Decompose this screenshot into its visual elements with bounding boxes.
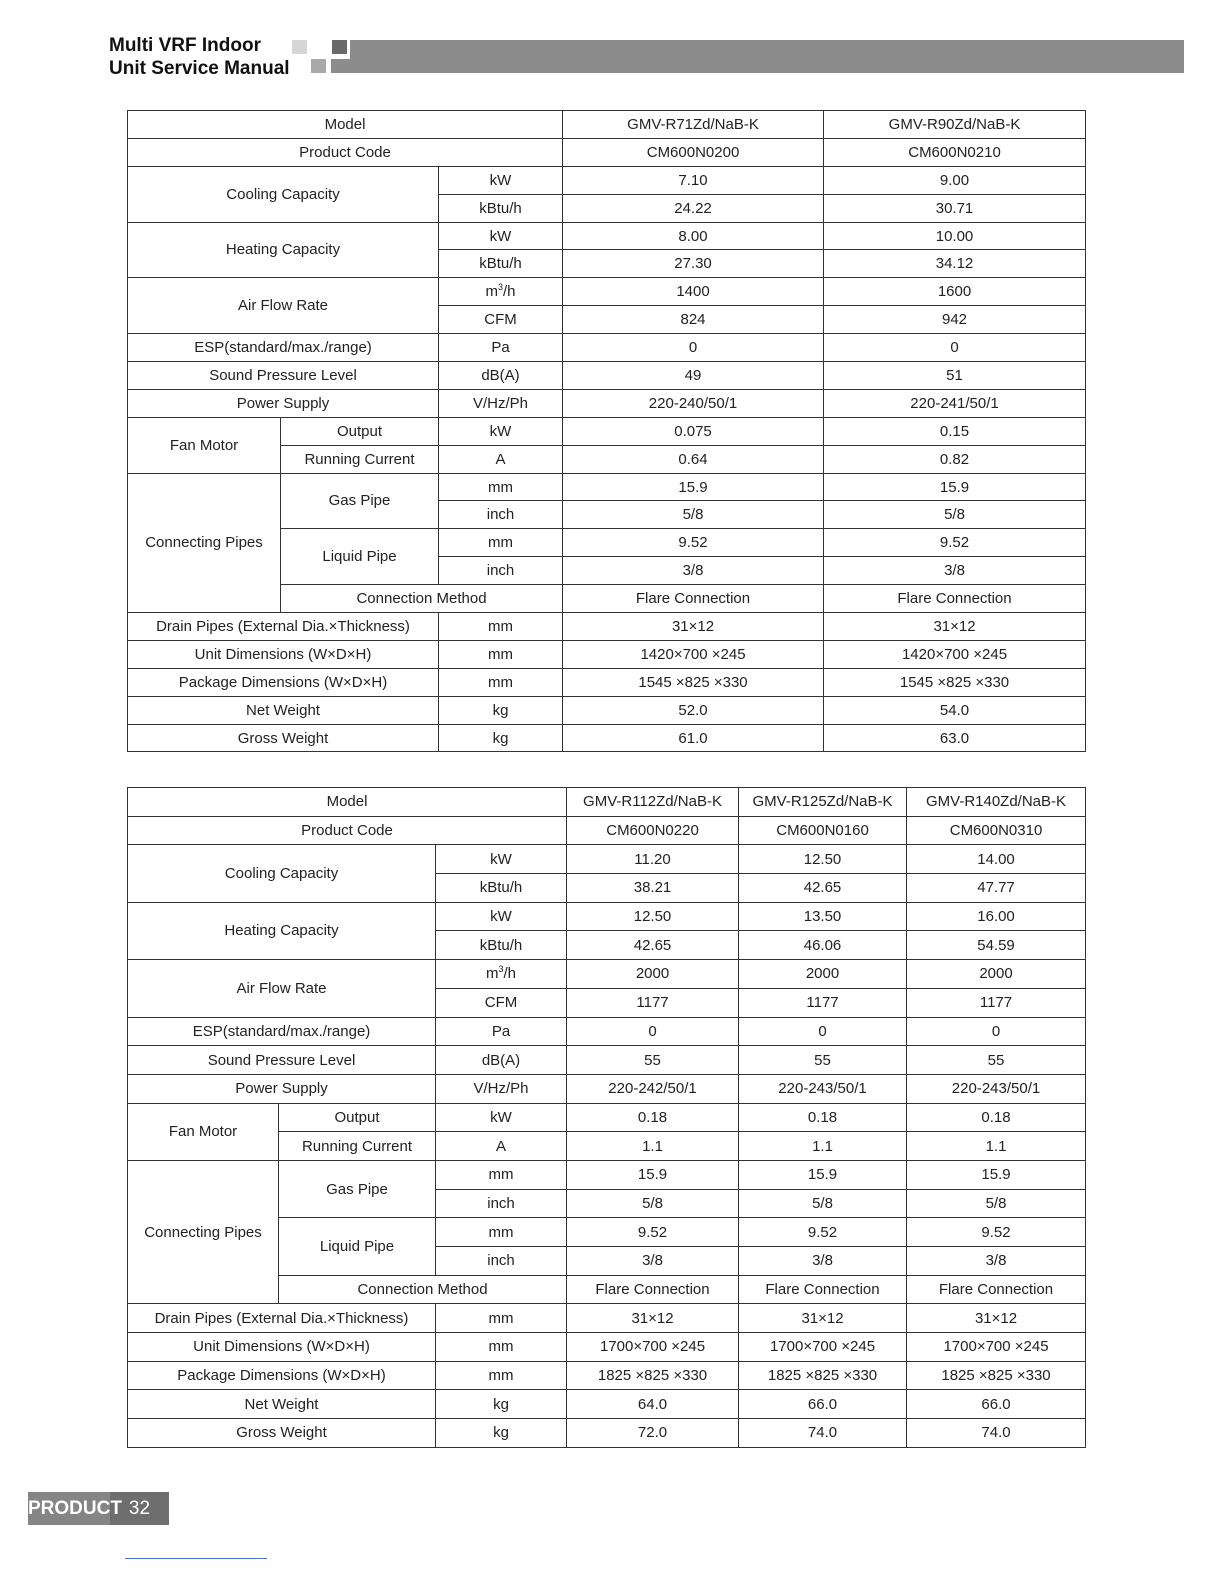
- value-cell: 2000: [567, 960, 739, 989]
- unit-cell: kW: [439, 417, 563, 445]
- section-label: PRODUCT: [28, 1492, 110, 1525]
- value-cell: 824: [563, 306, 824, 334]
- value-cell: 1700×700 ×245: [907, 1333, 1086, 1362]
- value-cell: 0.82: [824, 445, 1086, 473]
- label-connection-method: Connection Method: [281, 585, 563, 613]
- value-cell: 0: [907, 1017, 1086, 1046]
- table-row: [128, 1333, 1086, 1362]
- label-unit-dimensions: Unit Dimensions (W×D×H): [128, 640, 439, 668]
- label-cooling-capacity: Cooling Capacity: [128, 166, 439, 222]
- label-power-supply: Power Supply: [128, 1074, 436, 1103]
- value-cell: 0.18: [907, 1103, 1086, 1132]
- value-cell: CM600N0310: [907, 816, 1086, 845]
- table-row: [128, 613, 1086, 641]
- label-cooling-capacity: Cooling Capacity: [128, 845, 436, 902]
- header-square-dark: [332, 40, 347, 54]
- label-model: Model: [128, 788, 567, 817]
- value-cell: 1177: [739, 988, 907, 1017]
- value-cell: 7.10: [563, 166, 824, 194]
- document-title: [109, 34, 290, 80]
- unit-cell: dB(A): [436, 1046, 567, 1075]
- unit-cell: mm: [436, 1361, 567, 1390]
- value-cell: 9.52: [739, 1218, 907, 1247]
- table-row: [128, 816, 1086, 845]
- unit-cell: A: [439, 445, 563, 473]
- value-cell: CM600N0210: [824, 138, 1086, 166]
- value-cell: 13.50: [739, 902, 907, 931]
- value-cell: 9.52: [907, 1218, 1086, 1247]
- unit-cell: dB(A): [439, 362, 563, 390]
- value-cell: 1700×700 ×245: [739, 1333, 907, 1362]
- table-row: [128, 1103, 1086, 1132]
- unit-cell: A: [436, 1132, 567, 1161]
- table-row: [128, 1017, 1086, 1046]
- value-cell: 74.0: [907, 1419, 1086, 1448]
- unit-cell: kBtu/h: [436, 874, 567, 903]
- label-power-supply: Power Supply: [128, 389, 439, 417]
- value-cell: 220-240/50/1: [563, 389, 824, 417]
- label-liquid-pipe: Liquid Pipe: [281, 529, 439, 585]
- value-cell: CM600N0160: [739, 816, 907, 845]
- label-product-code: Product Code: [128, 138, 563, 166]
- footer-divider: [125, 1558, 267, 1559]
- unit-cell: mm: [439, 613, 563, 641]
- unit-cell: kW: [436, 1103, 567, 1132]
- value-cell: 1177: [567, 988, 739, 1017]
- value-cell: 31×12: [563, 613, 824, 641]
- value-cell: 15.9: [907, 1160, 1086, 1189]
- unit-cell: mm: [439, 668, 563, 696]
- unit-cell: CFM: [436, 988, 567, 1017]
- label-esp: ESP(standard/max./range): [128, 1017, 436, 1046]
- value-cell: 31×12: [567, 1304, 739, 1333]
- table-row: [128, 473, 1086, 501]
- value-cell: 0.64: [563, 445, 824, 473]
- value-cell: 2000: [907, 960, 1086, 989]
- unit-cell: kBtu/h: [436, 931, 567, 960]
- table-row: [128, 724, 1086, 752]
- unit-cell: kW: [436, 845, 567, 874]
- value-cell: 1177: [907, 988, 1086, 1017]
- value-cell: 1545 ×825 ×330: [824, 668, 1086, 696]
- value-cell: 66.0: [739, 1390, 907, 1419]
- value-cell: 220-243/50/1: [739, 1074, 907, 1103]
- value-cell: 0.18: [739, 1103, 907, 1132]
- table-row: [128, 960, 1086, 989]
- table-row: [128, 1361, 1086, 1390]
- table-row: [128, 417, 1086, 445]
- label-unit-dimensions: Unit Dimensions (W×D×H): [128, 1333, 436, 1362]
- value-cell: 63.0: [824, 724, 1086, 752]
- value-cell: Flare Connection: [907, 1275, 1086, 1304]
- unit-m: m: [485, 965, 499, 983]
- unit-cell: mm: [439, 473, 563, 501]
- value-cell: 220-242/50/1: [567, 1074, 739, 1103]
- table-row: [128, 389, 1086, 417]
- value-cell: 2000: [739, 960, 907, 989]
- label-connecting-pipes: Connecting Pipes: [128, 1160, 279, 1303]
- value-cell: 942: [824, 306, 1086, 334]
- value-cell: 1.1: [567, 1132, 739, 1161]
- value-cell: CM600N0200: [563, 138, 824, 166]
- value-cell: 3/8: [563, 557, 824, 585]
- table-row: [128, 696, 1086, 724]
- value-cell: 47.77: [907, 874, 1086, 903]
- value-cell: 1825 ×825 ×330: [567, 1361, 739, 1390]
- value-cell: 9.52: [824, 529, 1086, 557]
- value-cell: 14.00: [907, 845, 1086, 874]
- table-row: [128, 668, 1086, 696]
- unit-cell: kBtu/h: [439, 194, 563, 222]
- label-output: Output: [281, 417, 439, 445]
- value-cell: 0: [563, 334, 824, 362]
- value-cell: 74.0: [739, 1419, 907, 1448]
- label-drain-pipes: Drain Pipes (External Dia.×Thickness): [128, 613, 439, 641]
- unit-per-hour: /h: [503, 965, 517, 983]
- value-cell: 15.9: [739, 1160, 907, 1189]
- label-air-flow-rate: Air Flow Rate: [128, 278, 439, 334]
- label-running-current: Running Current: [279, 1132, 436, 1161]
- unit-per-hour: /h: [503, 283, 516, 301]
- value-cell: 1600: [824, 278, 1086, 306]
- value-cell: 49: [563, 362, 824, 390]
- table-row: [128, 902, 1086, 931]
- value-cell: GMV-R90Zd/NaB-K: [824, 111, 1086, 139]
- page-number: 32: [128, 1497, 151, 1519]
- value-cell: 72.0: [567, 1419, 739, 1448]
- table-row: [128, 1160, 1086, 1189]
- table-row: [128, 788, 1086, 817]
- unit-cell: V/Hz/Ph: [439, 389, 563, 417]
- table-row: [128, 1304, 1086, 1333]
- label-package-dimensions: Package Dimensions (W×D×H): [128, 668, 439, 696]
- value-cell: Flare Connection: [739, 1275, 907, 1304]
- value-cell: 1.1: [907, 1132, 1086, 1161]
- label-air-flow-rate: Air Flow Rate: [128, 960, 436, 1017]
- value-cell: 12.50: [567, 902, 739, 931]
- value-cell: 3/8: [739, 1247, 907, 1276]
- unit-cell: inch: [436, 1189, 567, 1218]
- value-cell: 5/8: [907, 1189, 1086, 1218]
- unit-cell: kW: [439, 166, 563, 194]
- label-model: Model: [128, 111, 563, 139]
- value-cell: GMV-R71Zd/NaB-K: [563, 111, 824, 139]
- label-esp: ESP(standard/max./range): [128, 334, 439, 362]
- value-cell: 42.65: [739, 874, 907, 903]
- header-square-mid: [311, 59, 326, 73]
- label-heating-capacity: Heating Capacity: [128, 222, 439, 278]
- value-cell: 64.0: [567, 1390, 739, 1419]
- value-cell: 220-243/50/1: [907, 1074, 1086, 1103]
- unit-cell: CFM: [439, 306, 563, 334]
- table-row: [128, 362, 1086, 390]
- value-cell: 54.0: [824, 696, 1086, 724]
- unit-cell: Pa: [439, 334, 563, 362]
- value-cell: 61.0: [563, 724, 824, 752]
- value-cell: 1400: [563, 278, 824, 306]
- value-cell: 38.21: [567, 874, 739, 903]
- value-cell: Flare Connection: [563, 585, 824, 613]
- label-connecting-pipes: Connecting Pipes: [128, 473, 281, 612]
- value-cell: Flare Connection: [567, 1275, 739, 1304]
- value-cell: 9.00: [824, 166, 1086, 194]
- label-fan-motor: Fan Motor: [128, 417, 281, 473]
- unit-cell: inch: [439, 501, 563, 529]
- value-cell: GMV-R140Zd/NaB-K: [907, 788, 1086, 817]
- value-cell: 1825 ×825 ×330: [907, 1361, 1086, 1390]
- table-row: [128, 1419, 1086, 1448]
- unit-cell: inch: [439, 557, 563, 585]
- value-cell: CM600N0220: [567, 816, 739, 845]
- unit-sup: 3: [498, 964, 504, 975]
- value-cell: 31×12: [907, 1304, 1086, 1333]
- value-cell: 55: [907, 1046, 1086, 1075]
- title-line-2: Unit Service Manual: [109, 58, 290, 79]
- unit-cell: V/Hz/Ph: [436, 1074, 567, 1103]
- label-drain-pipes: Drain Pipes (External Dia.×Thickness): [128, 1304, 436, 1333]
- table-row: [128, 845, 1086, 874]
- value-cell: 31×12: [739, 1304, 907, 1333]
- page-footer-badge: [28, 1492, 169, 1525]
- unit-cell: kg: [436, 1419, 567, 1448]
- value-cell: 3/8: [824, 557, 1086, 585]
- table-row: [128, 222, 1086, 250]
- value-cell: 66.0: [907, 1390, 1086, 1419]
- value-cell: 55: [739, 1046, 907, 1075]
- value-cell: 24.22: [563, 194, 824, 222]
- label-sound-pressure: Sound Pressure Level: [128, 362, 439, 390]
- value-cell: 5/8: [739, 1189, 907, 1218]
- value-cell: 51: [824, 362, 1086, 390]
- unit-cell: mm: [436, 1304, 567, 1333]
- table-row: [128, 138, 1086, 166]
- value-cell: 9.52: [567, 1218, 739, 1247]
- label-running-current: Running Current: [281, 445, 439, 473]
- label-gross-weight: Gross Weight: [128, 724, 439, 752]
- value-cell: 55: [567, 1046, 739, 1075]
- value-cell: 8.00: [563, 222, 824, 250]
- unit-cell: kW: [439, 222, 563, 250]
- value-cell: 3/8: [567, 1247, 739, 1276]
- value-cell: 0.15: [824, 417, 1086, 445]
- header-bar-notch: [331, 59, 350, 73]
- unit-cell: kBtu/h: [439, 250, 563, 278]
- unit-cell: Pa: [436, 1017, 567, 1046]
- value-cell: Flare Connection: [824, 585, 1086, 613]
- unit-cell-m3h: [439, 278, 563, 306]
- value-cell: 27.30: [563, 250, 824, 278]
- value-cell: 0.075: [563, 417, 824, 445]
- label-liquid-pipe: Liquid Pipe: [279, 1218, 436, 1275]
- header-square-light: [292, 40, 307, 54]
- table-row: [128, 111, 1086, 139]
- label-package-dimensions: Package Dimensions (W×D×H): [128, 1361, 436, 1390]
- value-cell: 15.9: [563, 473, 824, 501]
- value-cell: 15.9: [824, 473, 1086, 501]
- value-cell: 5/8: [824, 501, 1086, 529]
- value-cell: 12.50: [739, 845, 907, 874]
- value-cell: 220-241/50/1: [824, 389, 1086, 417]
- label-net-weight: Net Weight: [128, 1390, 436, 1419]
- value-cell: 54.59: [907, 931, 1086, 960]
- value-cell: 5/8: [567, 1189, 739, 1218]
- unit-cell: mm: [436, 1160, 567, 1189]
- unit-cell: kW: [436, 902, 567, 931]
- title-line-1: Multi VRF Indoor: [109, 35, 261, 56]
- unit-cell: kg: [436, 1390, 567, 1419]
- unit-cell: kg: [439, 724, 563, 752]
- value-cell: 5/8: [563, 501, 824, 529]
- value-cell: 1825 ×825 ×330: [739, 1361, 907, 1390]
- value-cell: GMV-R112Zd/NaB-K: [567, 788, 739, 817]
- value-cell: 52.0: [563, 696, 824, 724]
- label-connection-method: Connection Method: [279, 1275, 567, 1304]
- label-sound-pressure: Sound Pressure Level: [128, 1046, 436, 1075]
- value-cell: 1.1: [739, 1132, 907, 1161]
- value-cell: 9.52: [563, 529, 824, 557]
- header-bar: [350, 40, 1184, 73]
- value-cell: 30.71: [824, 194, 1086, 222]
- unit-cell-m3h: [436, 960, 567, 989]
- value-cell: 15.9: [567, 1160, 739, 1189]
- value-cell: 1545 ×825 ×330: [563, 668, 824, 696]
- label-fan-motor: Fan Motor: [128, 1103, 279, 1160]
- table-row: [128, 640, 1086, 668]
- value-cell: 3/8: [907, 1247, 1086, 1276]
- value-cell: 31×12: [824, 613, 1086, 641]
- unit-cell: mm: [439, 640, 563, 668]
- unit-cell: inch: [436, 1247, 567, 1276]
- table-row: [128, 1390, 1086, 1419]
- value-cell: 0: [824, 334, 1086, 362]
- value-cell: 1420×700 ×245: [563, 640, 824, 668]
- unit-cell: mm: [436, 1333, 567, 1362]
- label-gas-pipe: Gas Pipe: [281, 473, 439, 529]
- value-cell: 1420×700 ×245: [824, 640, 1086, 668]
- table-row: [128, 1074, 1086, 1103]
- label-heating-capacity: Heating Capacity: [128, 902, 436, 959]
- value-cell: 34.12: [824, 250, 1086, 278]
- table-row: [128, 1046, 1086, 1075]
- unit-m: m: [485, 283, 498, 301]
- label-product-code: Product Code: [128, 816, 567, 845]
- value-cell: 42.65: [567, 931, 739, 960]
- unit-cell: mm: [439, 529, 563, 557]
- value-cell: 10.00: [824, 222, 1086, 250]
- value-cell: 0.18: [567, 1103, 739, 1132]
- value-cell: 46.06: [739, 931, 907, 960]
- table-row: [128, 166, 1086, 194]
- value-cell: GMV-R125Zd/NaB-K: [739, 788, 907, 817]
- unit-sup: 3: [497, 282, 503, 293]
- value-cell: 11.20: [567, 845, 739, 874]
- value-cell: 16.00: [907, 902, 1086, 931]
- value-cell: 0: [739, 1017, 907, 1046]
- unit-cell: mm: [436, 1218, 567, 1247]
- table-row: [128, 278, 1086, 306]
- value-cell: 0: [567, 1017, 739, 1046]
- unit-cell: kg: [439, 696, 563, 724]
- label-net-weight: Net Weight: [128, 696, 439, 724]
- label-output: Output: [279, 1103, 436, 1132]
- label-gross-weight: Gross Weight: [128, 1419, 436, 1448]
- label-gas-pipe: Gas Pipe: [279, 1160, 436, 1217]
- table-row: [128, 334, 1086, 362]
- spec-table-1: [127, 110, 1086, 752]
- value-cell: 1700×700 ×245: [567, 1333, 739, 1362]
- spec-table-2: [127, 787, 1086, 1448]
